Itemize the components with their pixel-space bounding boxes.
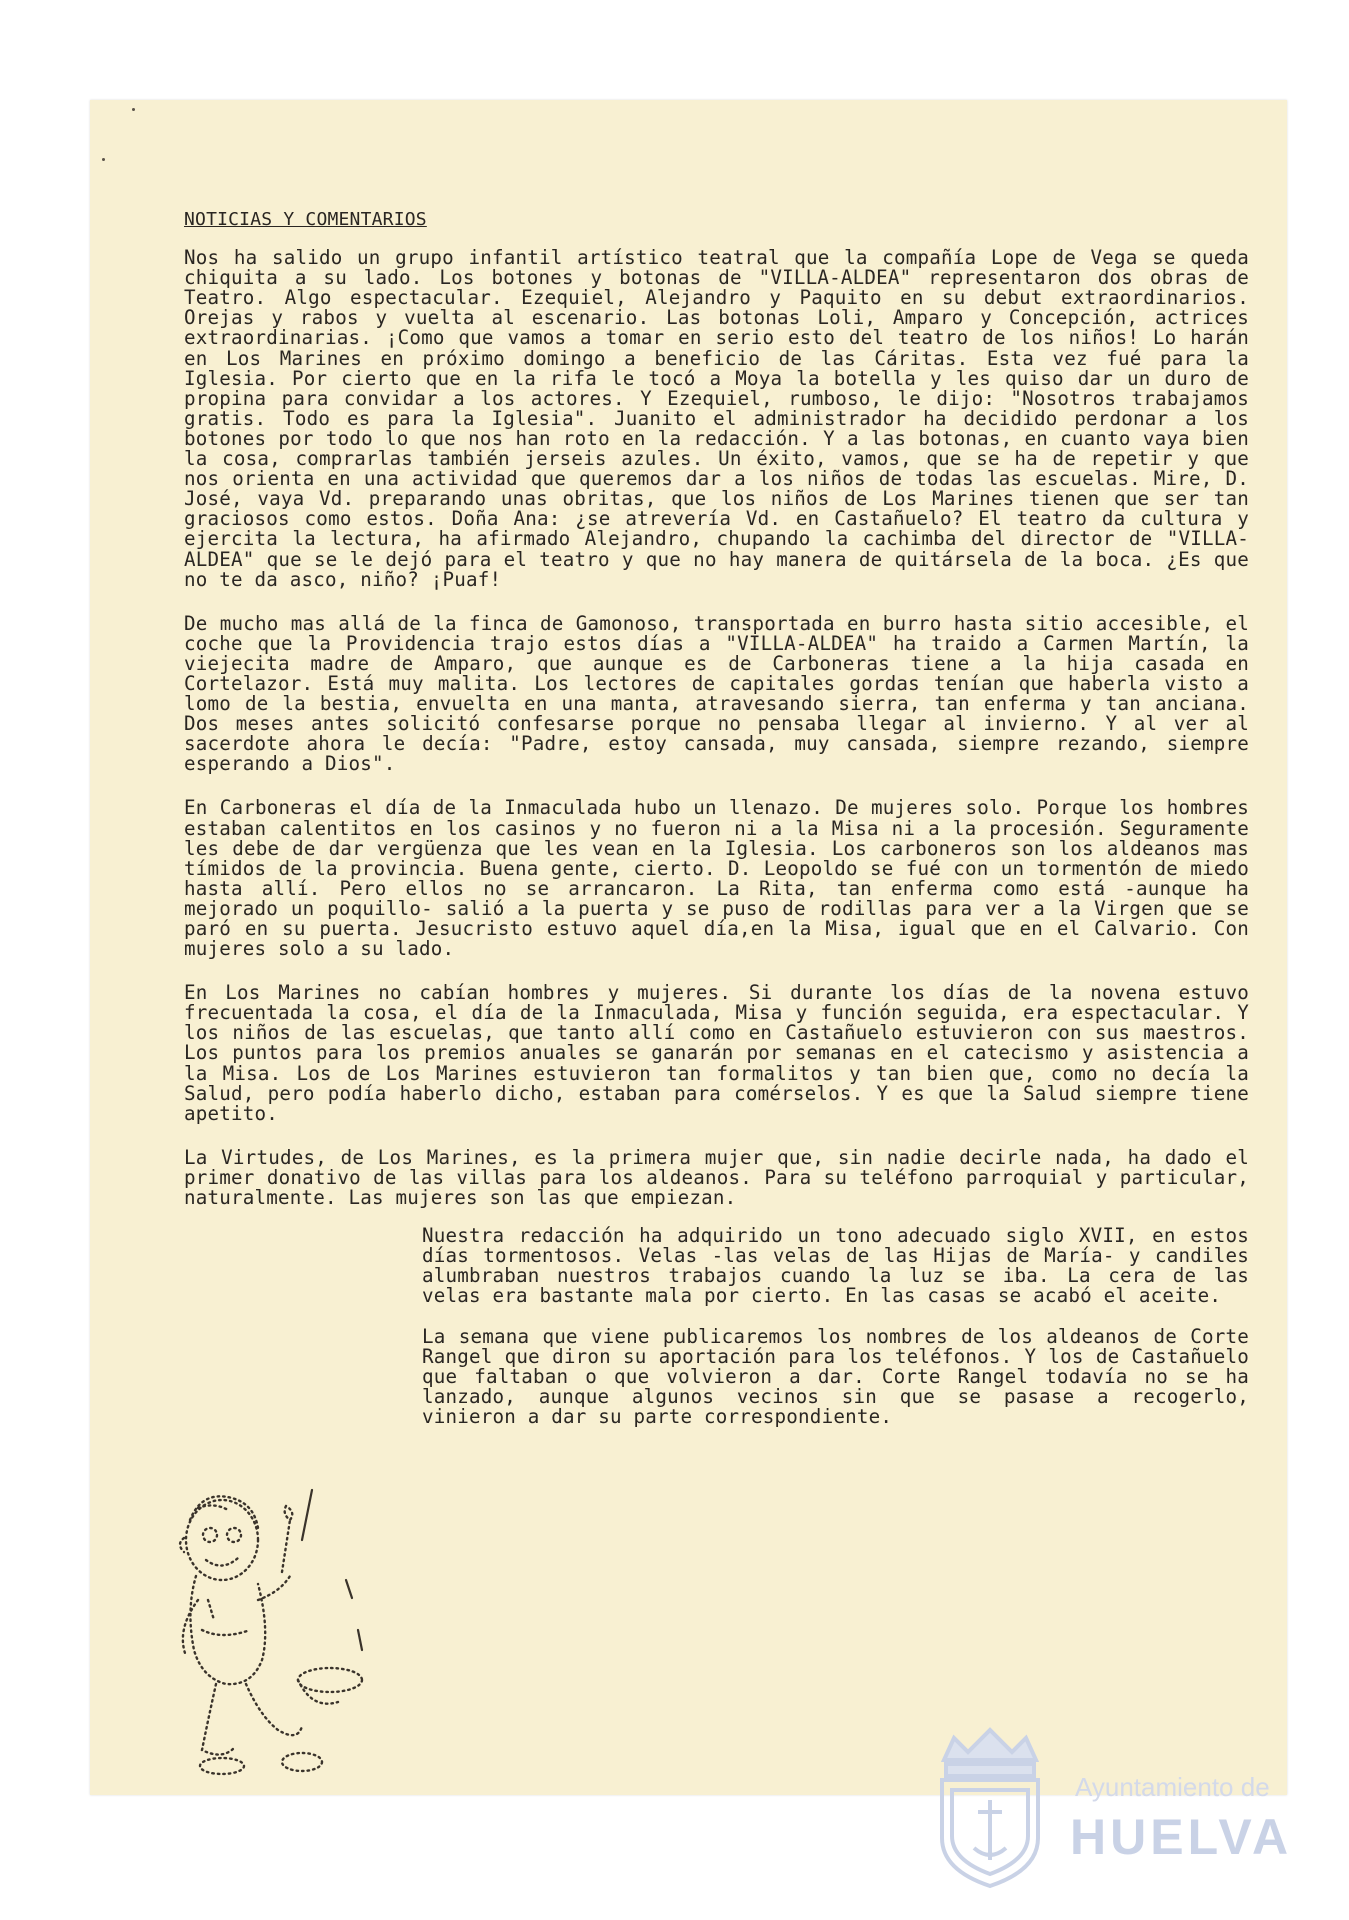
paper-sheet xyxy=(90,100,1287,1795)
paragraph-carmen-martin: De mucho mas allá de la finca de Gamonoso, transportada en burro hasta sitio accesible, el coche que la Providencia trajo estos días a "VILLA-ALDEA" ha traido a Carmen Martín, la viejecita madre de Amparo, que aunque es de Carboneras tiene a la hija casada en Cortelazor. Está muy malita. Los lectores de capitales gordas tenían que haberla visto a lomo de la bestia, envuelta en una manta, atravesando sierra, tan enferma y tan anciana. Dos meses antes solicitó confesarse porque no pensaba llegar al invierno. Y al ver al sacerdote ahora le decía: "Padre, estoy cansada, muy cansada, siempre rezando, siempre esperando a Dios". xyxy=(184,611,1249,776)
paragraph-teatro: Nos ha salido un grupo infantil artístico teatral que la compañía Lope de Vega se queda chiquita a su lado. Los botones y botonas de "VILLA-ALDEA" representaron dos obras de Teatro. Algo espectacular. Ezequiel, Alejandro y Paquito en su debut extraordinarios. Orejas y rabos y vuelta al escenario. Las botonas Loli, Amparo y Concepción, actrices extraordinarias. ¡Como que vamos a tomar en serio esto del teatro de los niños! Lo harán en Los Marines en próximo domingo a beneficio de las Cáritas. Esta vez fué para la Iglesia. Por cierto que en la rifa le tocó a Moya la botella y les quiso dar un duro de propina para convidar a los actores. Y Ezequiel, rumboso, le dijo: "Nosotros trabajamos gratis. Todo es para la Iglesia". Juanito el administrador ha decidido perdonar a los botones por todo lo que nos han roto en la redacción. Y a las botonas, en cuanto vaya bien la cosa, comprarlas también jerseis azules. Un éxito, vamos, que se ha de repetir y que nos orienta en una actividad que queremos dar a los niños de todas las escuelas. Mire, D. José, vaya Vd. preparando unas obritas, que los niños de Los Marines tienen que ser tan graciosos como estos. Doña Ana: ¿se atrevería Vd. en Castañuelo? El teatro da cultura y ejercita la lectura, ha afirmado Alejandro, chupando la cachimba del director de "VILLA-ALDEA" que se le dejó para el teatro y que no hay manera de quitársela de la boca. ¿Es que no te da asco, niño? ¡Puaf! xyxy=(184,246,1249,591)
paragraph-carboneras: En Carboneras el día de la Inmaculada hubo un llenazo. De mujeres solo. Porque los hombres estaban calentitos en los casinos y no fueron ni a la Misa ni a la procesión. Seguramente les debe de dar vergüenza que les vean en la Iglesia. Los carboneros son los aldeanos mas tímidos de la provincia. Buena gente, cierto. D. Leopoldo se fué con un tormentón de miedo hasta allí. Pero ellos no se arrancaron. La Rita, tan enferma como está -aunque ha mejorado un poquillo- salió a la puerta y se puso de rodillas para ver a la Virgen que se paró en su puerta. Jesucristo estuvo aquel día,en la Misa, igual que en el Calvario. Con mujeres solo a su lado. xyxy=(184,796,1249,961)
paragraph-virtudes: La Virtudes, de Los Marines, es la primera mujer que, sin nadie decirle nada, ha dado el primer donativo de las villas para los aldeanos. Para su teléfono parroquial y particular, naturalmente. Las mujeres son las que empiezan. xyxy=(184,1145,1249,1210)
paragraph-corte-rangel: La semana que viene publicaremos los nombres de los aldeanos de Corte Rangel que diron su aportación para los teléfonos. Y los de Castañuelo que faltaban o que volvieron a dar. Corte Rangel todavía no se ha lanzado, aunque algunos vecinos sin que se pasase a recogerlo, vinieron a dar su parte correspondiente. xyxy=(422,1324,1249,1428)
watermark-line-2: HUELVA xyxy=(1070,1809,1293,1865)
typed-text-block xyxy=(184,210,1249,1451)
cartoon-boy-illustration xyxy=(162,1480,392,1780)
document-heading: NOTICIAS Y COMENTARIOS xyxy=(184,209,427,230)
ayuntamiento-huelva-watermark xyxy=(930,1720,1293,1890)
paragraph-redaccion: Nuestra redacción ha adquirido un tono adecuado siglo XVII, en estos días tormentosos. Velas -las velas de las Hijas de María- y candiles alumbraban nuestros trabajos cuando la luz se iba. La cera de las velas era bastante mala por cierto. En las casas se acabó el aceite. xyxy=(422,1224,1249,1308)
coat-of-arms-icon xyxy=(930,1720,1050,1890)
paper-speck xyxy=(102,158,105,161)
paper-speck xyxy=(132,108,135,111)
paragraph-los-marines: En Los Marines no cabían hombres y mujeres. Si durante los días de la novena estuvo frecuentada la cosa, el día de la Inmaculada, Misa y función seguida, era espectacular. Y los niños de las escuelas, que tanto allí como en Castañuelo estuvieron con sus maestros. Los puntos para los premios anuales se ganarán por semanas en el catecismo y asistencia a la Misa. Los de Los Marines estuvieron tan formalitos y tan bien que, como no decía la Salud, pero podía haberlo dicho, estaban para comérselos. Y es que la Salud siempre tiene apetito. xyxy=(184,981,1249,1125)
watermark-line-1: Ayuntamiento de xyxy=(1075,1772,1270,1802)
